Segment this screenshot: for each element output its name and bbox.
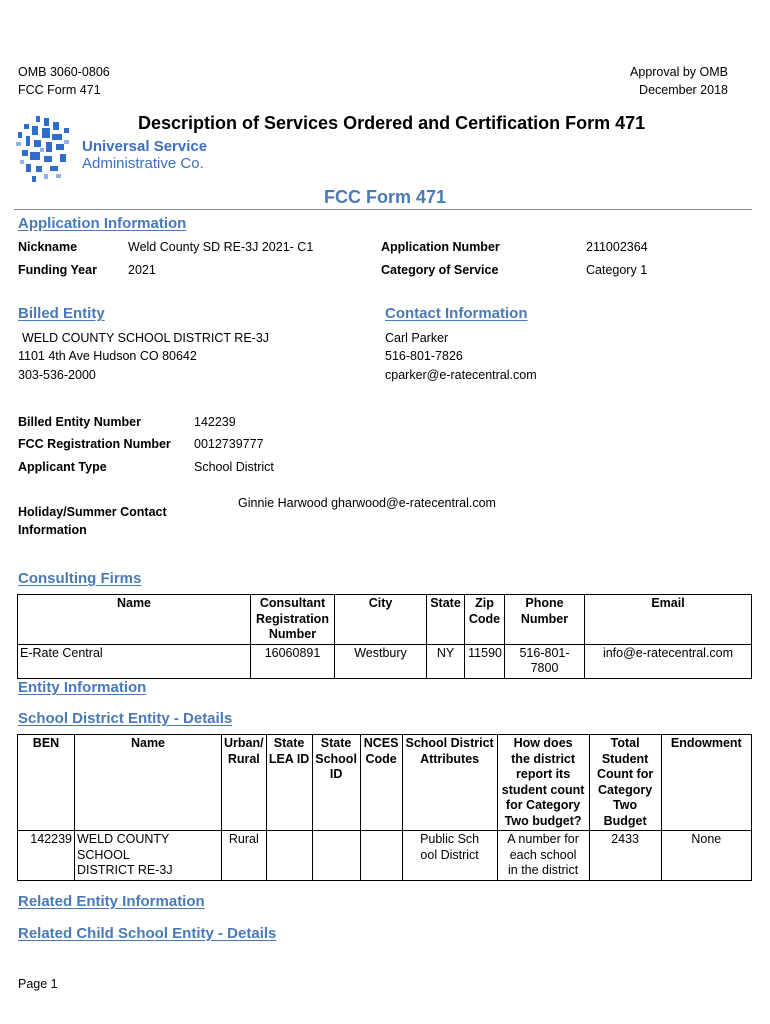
usac-logo xyxy=(16,114,76,189)
applicant-type-value: School District xyxy=(194,460,274,474)
logo-line-1: Universal Service xyxy=(82,138,208,155)
category-label: Category of Service xyxy=(381,263,499,277)
col-registration: Consultant Registration Number xyxy=(251,595,335,645)
cell-count-method: A number for each school in the district xyxy=(497,831,589,881)
holiday-contact-label-1: Holiday/Summer Contact xyxy=(18,505,167,519)
col-count-method: How does the district report its student count for Category Two budget? xyxy=(497,735,589,831)
col-endowment: Endowment xyxy=(661,735,751,831)
approval-text: Approval by OMB xyxy=(630,65,728,79)
col-phone: Phone Number xyxy=(505,595,585,645)
related-child-heading: Related Child School Entity - Details xyxy=(18,925,277,942)
col-state-school: State School ID xyxy=(312,735,360,831)
omb-number: OMB 3060-0806 xyxy=(18,65,110,79)
holiday-contact-label-2: Information xyxy=(18,523,87,537)
billed-entity-address: 1101 4th Ave Hudson CO 80642 xyxy=(18,349,197,363)
col-state: State xyxy=(427,595,465,645)
usac-logo-icon xyxy=(16,114,76,186)
table-row xyxy=(18,644,752,678)
application-number-label: Application Number xyxy=(381,240,500,254)
cell-registration: 16060891 xyxy=(251,644,335,678)
col-zip: Zip Code xyxy=(465,595,505,645)
col-nces: NCES Code xyxy=(360,735,402,831)
billed-entity-heading: Billed Entity xyxy=(18,305,105,322)
col-total-count: Total Student Count for Category Two Budget xyxy=(589,735,661,831)
billed-entity-name: WELD COUNTY SCHOOL DISTRICT RE-3J xyxy=(22,331,270,345)
fcc-registration-value: 0012739777 xyxy=(194,437,264,451)
cell-zip: 11590 xyxy=(465,644,505,678)
cell-name: E-Rate Central xyxy=(18,644,251,678)
holiday-contact-value: Ginnie Harwood gharwood@e-ratecentral.com xyxy=(238,496,496,510)
category-value: Category 1 xyxy=(586,263,648,277)
cell-phone: 516-801-7800 xyxy=(505,644,585,678)
entity-table xyxy=(17,734,752,881)
contact-name: Carl Parker xyxy=(385,331,449,345)
funding-year-label: Funding Year xyxy=(18,263,97,277)
cell-email: info@e-ratecentral.com xyxy=(585,644,752,678)
col-state-lea: State LEA ID xyxy=(266,735,312,831)
cell-endowment: None xyxy=(661,831,751,881)
col-ben: BEN xyxy=(18,735,75,831)
entity-heading: Entity Information xyxy=(18,679,147,696)
billed-entity-phone: 303-536-2000 xyxy=(18,368,96,382)
cell-state-school xyxy=(312,831,360,881)
col-name: Name xyxy=(18,595,251,645)
logo-line-2: Administrative Co. xyxy=(82,155,204,172)
ben-value: 142239 xyxy=(194,415,236,429)
cell-nces xyxy=(360,831,402,881)
col-city: City xyxy=(335,595,427,645)
funding-year-value: 2021 xyxy=(128,263,156,277)
entity-header-row xyxy=(18,735,752,831)
contact-email: cparker@e-ratecentral.com xyxy=(385,368,537,382)
school-district-heading: School District Entity - Details xyxy=(18,710,233,727)
form-title: FCC Form 471 xyxy=(323,187,447,207)
nickname-value: Weld County SD RE-3J 2021- C1 xyxy=(128,240,314,254)
col-urban-rural: Urban/ Rural xyxy=(222,735,267,831)
approval-date: December 2018 xyxy=(639,83,728,97)
contact-phone: 516-801-7826 xyxy=(385,349,463,363)
cell-entity-name: WELD COUNTY SCHOOL DISTRICT RE-3J xyxy=(75,831,222,881)
form-number: FCC Form 471 xyxy=(18,83,101,97)
title-divider xyxy=(14,209,752,210)
col-attributes: School District Attributes xyxy=(402,735,497,831)
cell-ben: 142239 xyxy=(18,831,75,881)
applicant-type-label: Applicant Type xyxy=(18,460,107,474)
cell-total-count: 2433 xyxy=(589,831,661,881)
related-entity-heading: Related Entity Information xyxy=(18,893,205,910)
col-entity-name: Name xyxy=(75,735,222,831)
consulting-table xyxy=(17,594,752,679)
cell-urban-rural: Rural xyxy=(222,831,267,881)
cell-attributes: Public Sch ool District xyxy=(402,831,497,881)
application-heading: Application Information xyxy=(18,215,187,232)
nickname-label: Nickname xyxy=(18,240,78,254)
contact-heading: Contact Information xyxy=(385,305,528,322)
consulting-header-row xyxy=(18,595,752,645)
application-number-value: 211002364 xyxy=(586,240,648,254)
cell-state: NY xyxy=(427,644,465,678)
consulting-heading: Consulting Firms xyxy=(18,570,142,587)
document-title: Description of Services Ordered and Certification Form 471 xyxy=(138,113,646,133)
col-email: Email xyxy=(585,595,752,645)
fcc-registration-label: FCC Registration Number xyxy=(18,437,171,451)
table-row xyxy=(18,831,752,881)
cell-state-lea xyxy=(266,831,312,881)
page-number: Page 1 xyxy=(18,977,58,991)
ben-label: Billed Entity Number xyxy=(18,415,141,429)
cell-city: Westbury xyxy=(335,644,427,678)
